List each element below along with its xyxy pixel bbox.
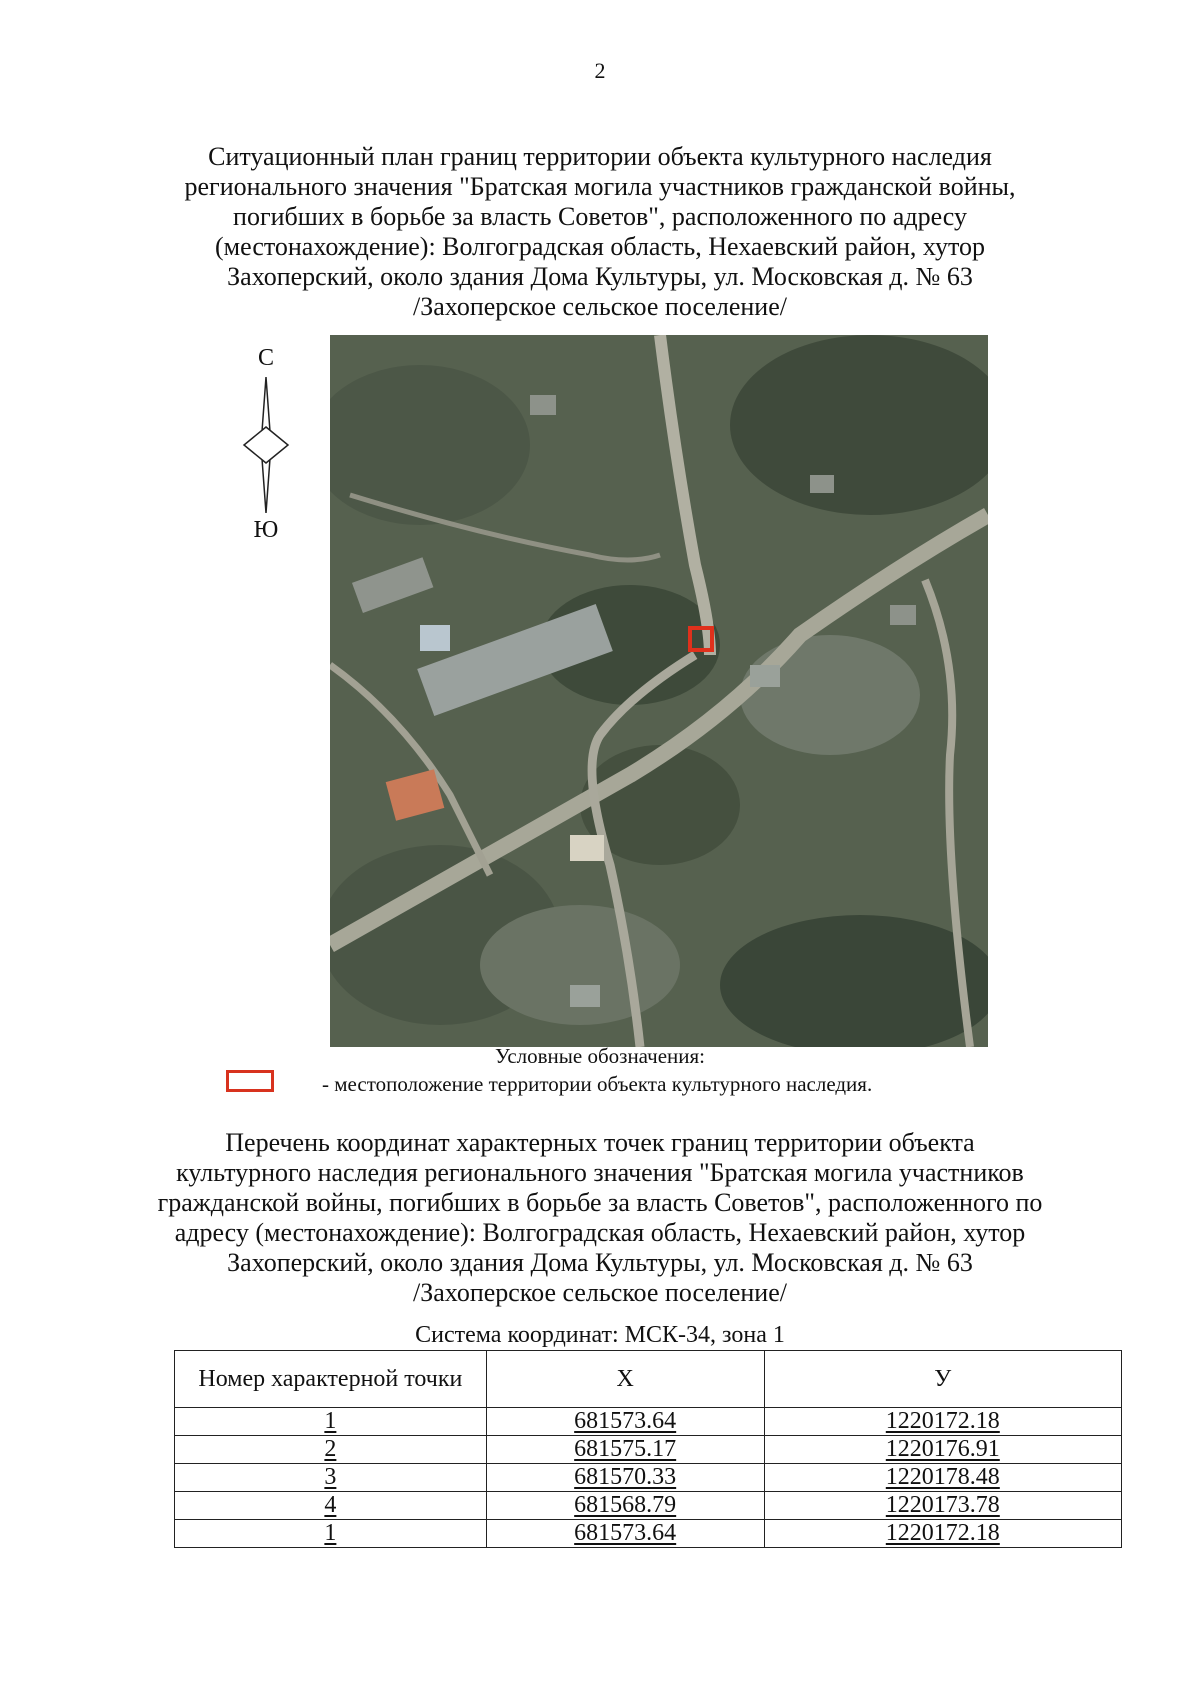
title-line: Захоперский, около здания Дома Культуры, ул. Московская д. № 63 [227, 1248, 973, 1277]
compass-arrow-icon [236, 375, 296, 515]
cell-x: 681573.64 [486, 1520, 764, 1548]
cell-x: 681568.79 [486, 1492, 764, 1520]
cell-x: 681570.33 [486, 1464, 764, 1492]
header-x: X [486, 1351, 764, 1408]
satellite-map-image [330, 335, 988, 1047]
title-line: Ситуационный план границ территории объекта культурного наследия [208, 142, 992, 171]
table-row [175, 1464, 1122, 1492]
header-point-number: Номер характерной точки [175, 1351, 487, 1408]
cell-x: 681575.17 [486, 1436, 764, 1464]
cell-y: 1220178.48 [764, 1464, 1121, 1492]
coordinate-system-caption: Система координат: МСК-34, зона 1 [415, 1322, 785, 1348]
legend-item-label: - местоположение территории объекта культурного наследия. [322, 1072, 873, 1096]
table-row [175, 1436, 1122, 1464]
cell-point-number: 1 [175, 1408, 487, 1436]
plan-title [160, 142, 1040, 322]
cell-point-number: 1 [175, 1520, 487, 1548]
legend-title: Условные обозначения: [494, 1044, 706, 1068]
coordinates-list-title [120, 1128, 1080, 1308]
title-line: погибших в борьбе за власть Советов", расположенного по адресу [233, 202, 967, 231]
legend-marker-icon [226, 1070, 274, 1092]
title-line: культурного наследия регионального значения "Братская могила участников [176, 1158, 1024, 1187]
north-arrow-compass [236, 345, 296, 550]
table-header-row [175, 1351, 1122, 1408]
title-line: гражданской войны, погибших в борьбе за власть Советов", расположенного по [157, 1188, 1043, 1217]
title-line: /Захоперское сельское поселение/ [413, 292, 787, 321]
title-line: Захоперский, около здания Дома Культуры, ул. Московская д. № 63 [227, 262, 973, 291]
cell-point-number: 3 [175, 1464, 487, 1492]
table-row [175, 1520, 1122, 1548]
title-line: Перечень координат характерных точек границ территории объекта [225, 1128, 975, 1157]
header-y: У [764, 1351, 1121, 1408]
cell-y: 1220172.18 [764, 1520, 1121, 1548]
coordinates-table [174, 1350, 1122, 1548]
cell-point-number: 2 [175, 1436, 487, 1464]
cell-x: 681573.64 [486, 1408, 764, 1436]
table-row [175, 1492, 1122, 1520]
page-number: 2 [594, 58, 606, 83]
south-label: Ю [253, 517, 279, 543]
table-row [175, 1408, 1122, 1436]
north-label: С [257, 345, 274, 371]
cell-y: 1220173.78 [764, 1492, 1121, 1520]
title-line: /Захоперское сельское поселение/ [413, 1278, 787, 1307]
cell-point-number: 4 [175, 1492, 487, 1520]
title-line: (местонахождение): Волгоградская область, Нехаевский район, хутор [215, 232, 985, 261]
title-line: адресу (местонахождение): Волгоградская область, Нехаевский район, хутор [174, 1218, 1026, 1247]
title-line: регионального значения "Братская могила участников гражданской войны, [184, 172, 1016, 201]
cell-y: 1220172.18 [764, 1408, 1121, 1436]
cell-y: 1220176.91 [764, 1436, 1121, 1464]
